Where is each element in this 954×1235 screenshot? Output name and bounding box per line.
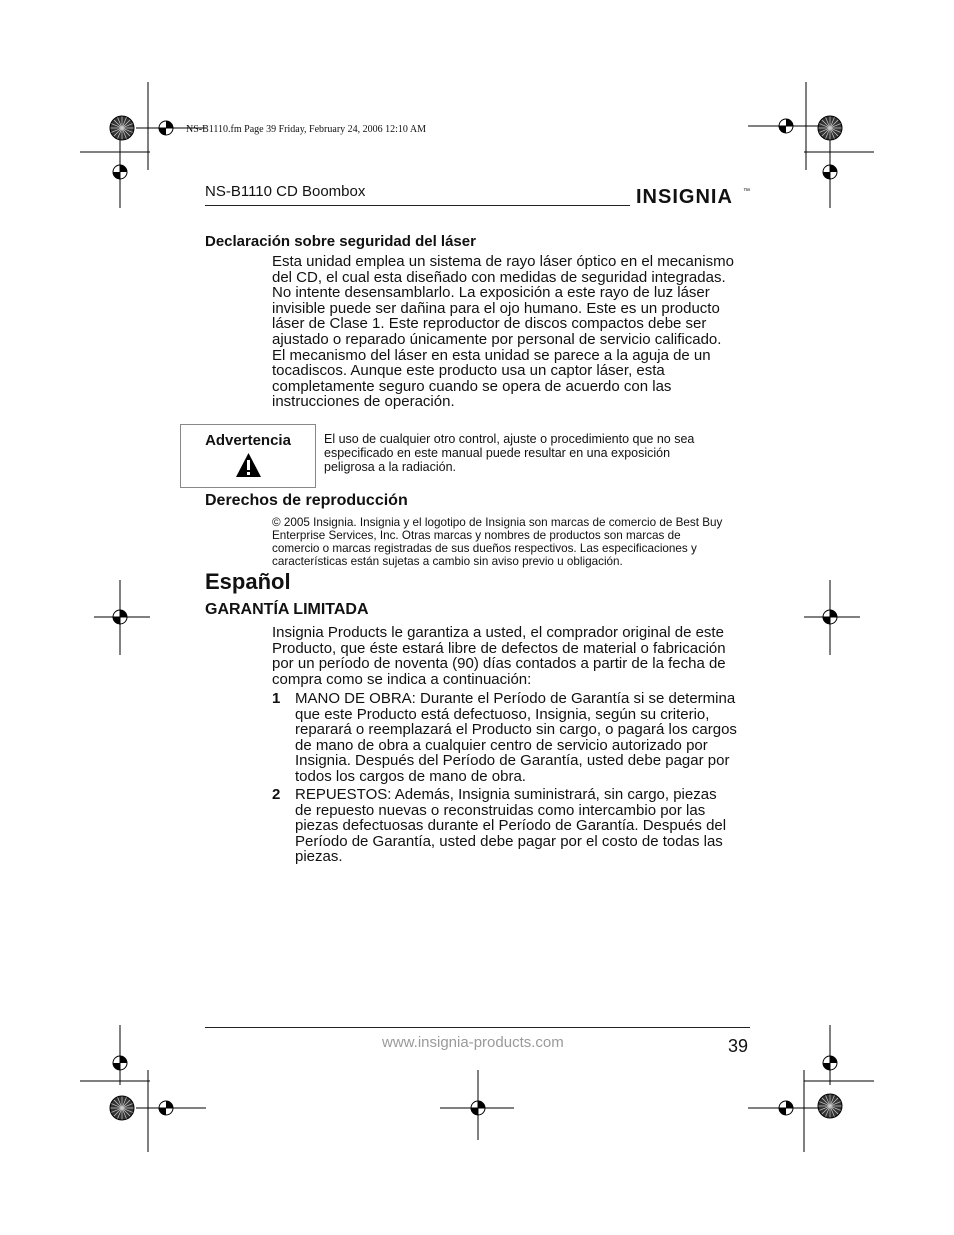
text-line: compra como se indica a continuación: xyxy=(272,670,532,688)
item-number: 1 xyxy=(272,690,281,707)
text-line: No intente desensamblarlo. La exposición a este rayo de luz láser xyxy=(272,284,710,302)
text-line: especificado en este manual puede resultar en una exposición xyxy=(324,446,671,461)
corner-mark-bottom-right xyxy=(748,1025,874,1152)
item-text xyxy=(295,691,755,785)
text-line: tocadiscos. Aunque este producto usa un captor láser, esta xyxy=(272,362,665,380)
text-line: reparará o reemplazará el Producto sin cargo, o pagará los cargos xyxy=(295,721,737,739)
text-line: Período de Garantía, usted debe pagar por el costo de todas las xyxy=(295,832,723,850)
text-line: que este Producto está defectuoso, Insignia, según su criterio, xyxy=(295,705,710,723)
text-line: comercio o marcas registradas de sus dueños respectivos. Las especificaciones y xyxy=(272,541,697,555)
header-divider xyxy=(205,205,630,206)
warning-label: Advertencia xyxy=(205,432,291,449)
logo-mark xyxy=(636,184,752,206)
warning-text xyxy=(324,432,754,475)
text-line: instrucciones de operación. xyxy=(272,393,455,411)
text-line: del CD, el cual esta diseñado con medidas de seguridad integradas. xyxy=(272,268,726,286)
item-text xyxy=(295,787,755,865)
text-line: MANO DE OBRA: Durante el Período de Garantía si se determina xyxy=(295,690,736,707)
text-line: Enterprise Services, Inc. Otras marcas y nombres de productos son marcas de xyxy=(272,528,681,542)
logo-trademark: ™ xyxy=(743,188,750,195)
laser-safety-heading: Declaración sobre seguridad del láser xyxy=(205,233,476,250)
text-line: El uso de cualquier otro control, ajuste o procedimiento que no sea xyxy=(324,432,695,446)
text-line: El mecanismo del láser en esta unidad se parece a la aguja de un xyxy=(272,346,711,364)
side-mark-right xyxy=(804,580,860,655)
bottom-mark-center xyxy=(440,1070,514,1140)
text-line: REPUESTOS: Además, Insignia suministrará, sin cargo, piezas xyxy=(295,786,717,803)
text-line: Insignia. Después del Período de Garantía, usted debe pagar por xyxy=(295,752,730,770)
text-line: completamente seguro cuando se opera de acuerdo con las xyxy=(272,377,672,395)
text-line: Esta unidad emplea un sistema de rayo láser óptico en el mecanismo xyxy=(272,253,734,270)
text-line: © 2005 Insignia. Insignia y el logotipo de Insignia son marcas de comercio de Best Buy xyxy=(272,516,723,529)
warranty-intro xyxy=(272,625,752,687)
text-line: por un período de noventa (90) días contados a partir de la fecha de xyxy=(272,655,726,673)
text-line: características están sujetas a cambio sin aviso previo u obligación. xyxy=(272,554,623,568)
text-line: Producto, que éste estará libre de defectos de material o fabricación xyxy=(272,639,726,657)
text-line: láser de Clase 1. Este reproductor de discos compactos debe ser xyxy=(272,315,707,333)
warranty-heading: GARANTÍA LIMITADA xyxy=(205,601,369,618)
copyright-paragraph xyxy=(272,517,752,569)
warning-triangle-icon xyxy=(235,452,262,478)
footer-divider xyxy=(205,1027,750,1028)
copyright-heading: Derechos de reproducción xyxy=(205,492,408,509)
document-title: NS-B1110 CD Boombox xyxy=(205,183,366,200)
logo-wordmark: INSIGNIA xyxy=(636,186,733,206)
text-line: ajustado o reparado únicamente por personal de servicio calificado. xyxy=(272,330,722,348)
text-line: piezas defectuosas durante el Período de Garantía. Después del xyxy=(295,817,727,835)
text-line: de repuesto nuevas o reconstruidas como intercambio por las xyxy=(295,801,706,819)
language-heading: Español xyxy=(205,569,291,594)
warning-callout xyxy=(180,424,316,488)
insignia-logo xyxy=(636,184,752,206)
item-number: 2 xyxy=(272,786,281,803)
print-slug: NS-B1110.fm Page 39 Friday, February 24, 2006 12:10 AM xyxy=(186,124,426,135)
corner-mark-bottom-left xyxy=(80,1025,206,1152)
laser-safety-paragraph xyxy=(272,254,752,410)
corner-mark-top-left xyxy=(80,82,206,208)
page-number: 39 xyxy=(728,1036,749,1056)
corner-mark-top-right xyxy=(748,82,874,208)
text-line: invisible puede ser dañina para el ojo humano. Este es un producto xyxy=(272,299,720,317)
footer-url: www.insignia-products.com xyxy=(382,1034,564,1051)
text-line: piezas. xyxy=(295,848,343,866)
text-line: Insignia Products le garantiza a usted, el comprador original de este xyxy=(272,624,724,641)
text-line: todos los cargos de mano de obra. xyxy=(295,767,526,785)
text-line: peligrosa a la radiación. xyxy=(324,460,457,475)
side-mark-left xyxy=(94,580,150,655)
text-line: de mano de obra a cualquier centro de servicio autorizado por xyxy=(295,736,708,754)
